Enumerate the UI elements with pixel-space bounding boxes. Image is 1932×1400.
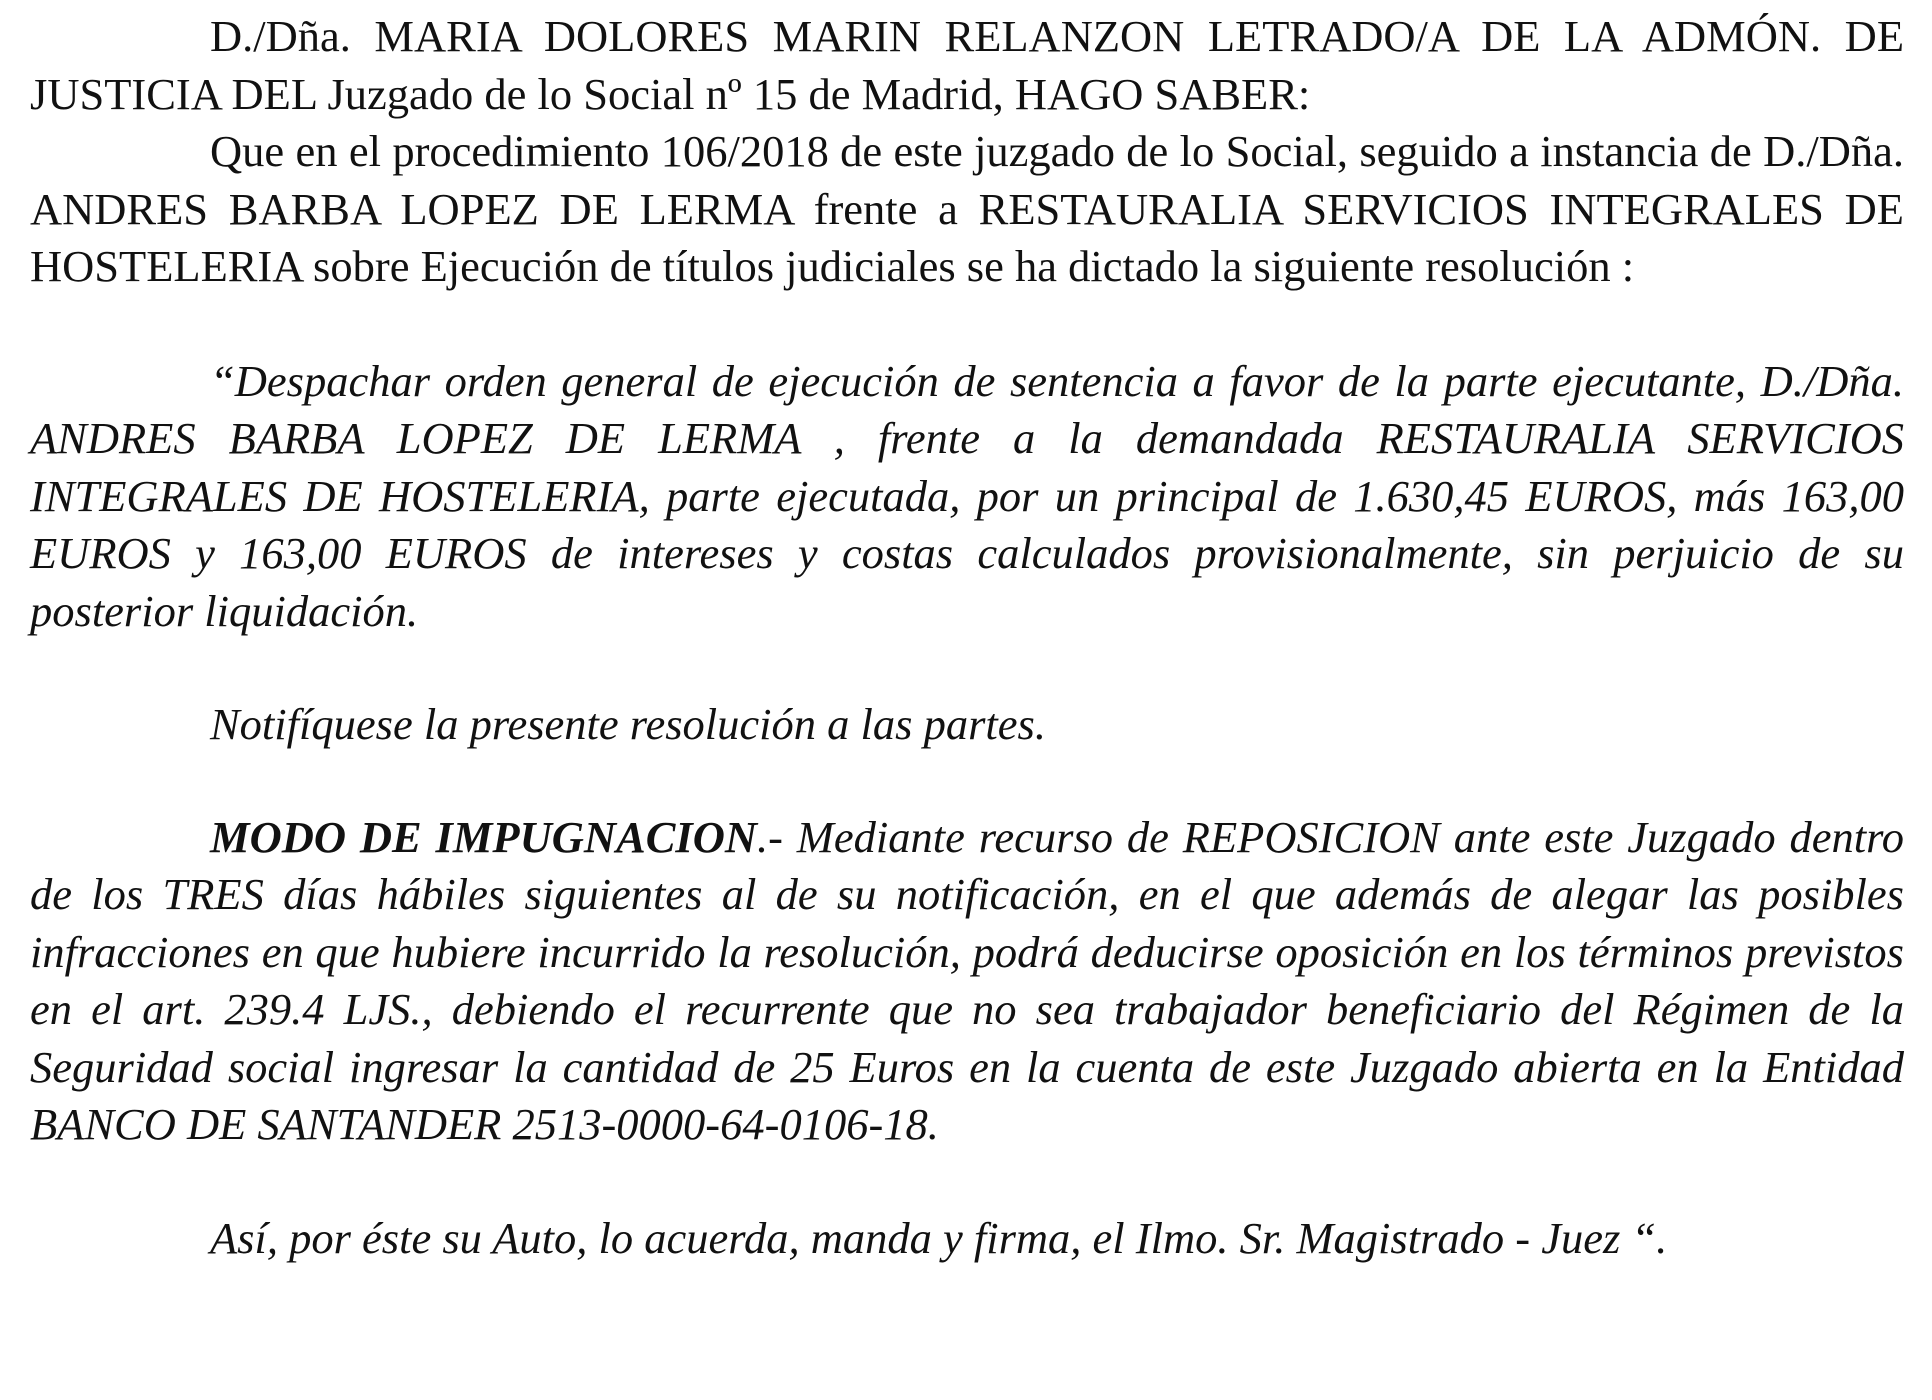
impugnation-text: .- Mediante recurso de REPOSICION ante este Juzgado dentro de los TRES días hábiles siguientes al de su notificación, en el que además de alegar las posibles infracciones en que hubiere incurrido la resolución, podrá deducirse oposición en los términos previstos en el art. 239.4 LJS., debiendo el recurrente que no sea trabajador beneficiario del Régimen de la Seguridad social ingresar la cantidad de 25 Euros en la cuenta de este Juzgado abierta en la Entidad BANCO DE SANTANDER 2513-0000-64-0106-18. (30, 811, 1904, 1149)
notification-paragraph: Notifíquese la presente resolución a las partes. (210, 699, 1046, 749)
impugnation-paragraph (30, 809, 1904, 1154)
intro-paragraph: Que en el procedimiento 106/2018 de este juzgado de lo Social, seguido a instancia de D./Dña. ANDRES BARBA LOPEZ DE LERMA frente a RESTAURALIA SERVICIOS INTEGRALES DE HOSTELERIA sobre Ejecución de títulos judiciales se ha dictado la siguiente resolución : (30, 126, 1904, 291)
impugnation-heading: MODO DE IMPUGNACION (210, 811, 757, 862)
closing-paragraph: Así, por éste su Auto, lo acuerda, manda y firma, el Ilmo. Sr. Magistrado - Juez “. (210, 1212, 1668, 1263)
resolution-paragraph: “Despachar orden general de ejecución de sentencia a favor de la parte ejecutante, D./Dña. ANDRES BARBA LOPEZ DE LERMA , frente a la demandada RESTAURALIA SERVICIOS INTEGRALES DE HOSTELERIA, parte ejecutada, por un principal de 1.630,45 EUROS, más 163,00 EUROS y 163,00 EUROS de intereses y costas calculados provisionalmente, sin perjuicio de su posterior liquidación. (30, 355, 1904, 636)
header-paragraph: D./Dña. MARIA DOLORES MARIN RELANZON LETRADO/A DE LA ADMÓN. DE JUSTICIA DEL Juzgado de lo Social nº 15 de Madrid, HAGO SABER: (30, 11, 1904, 119)
